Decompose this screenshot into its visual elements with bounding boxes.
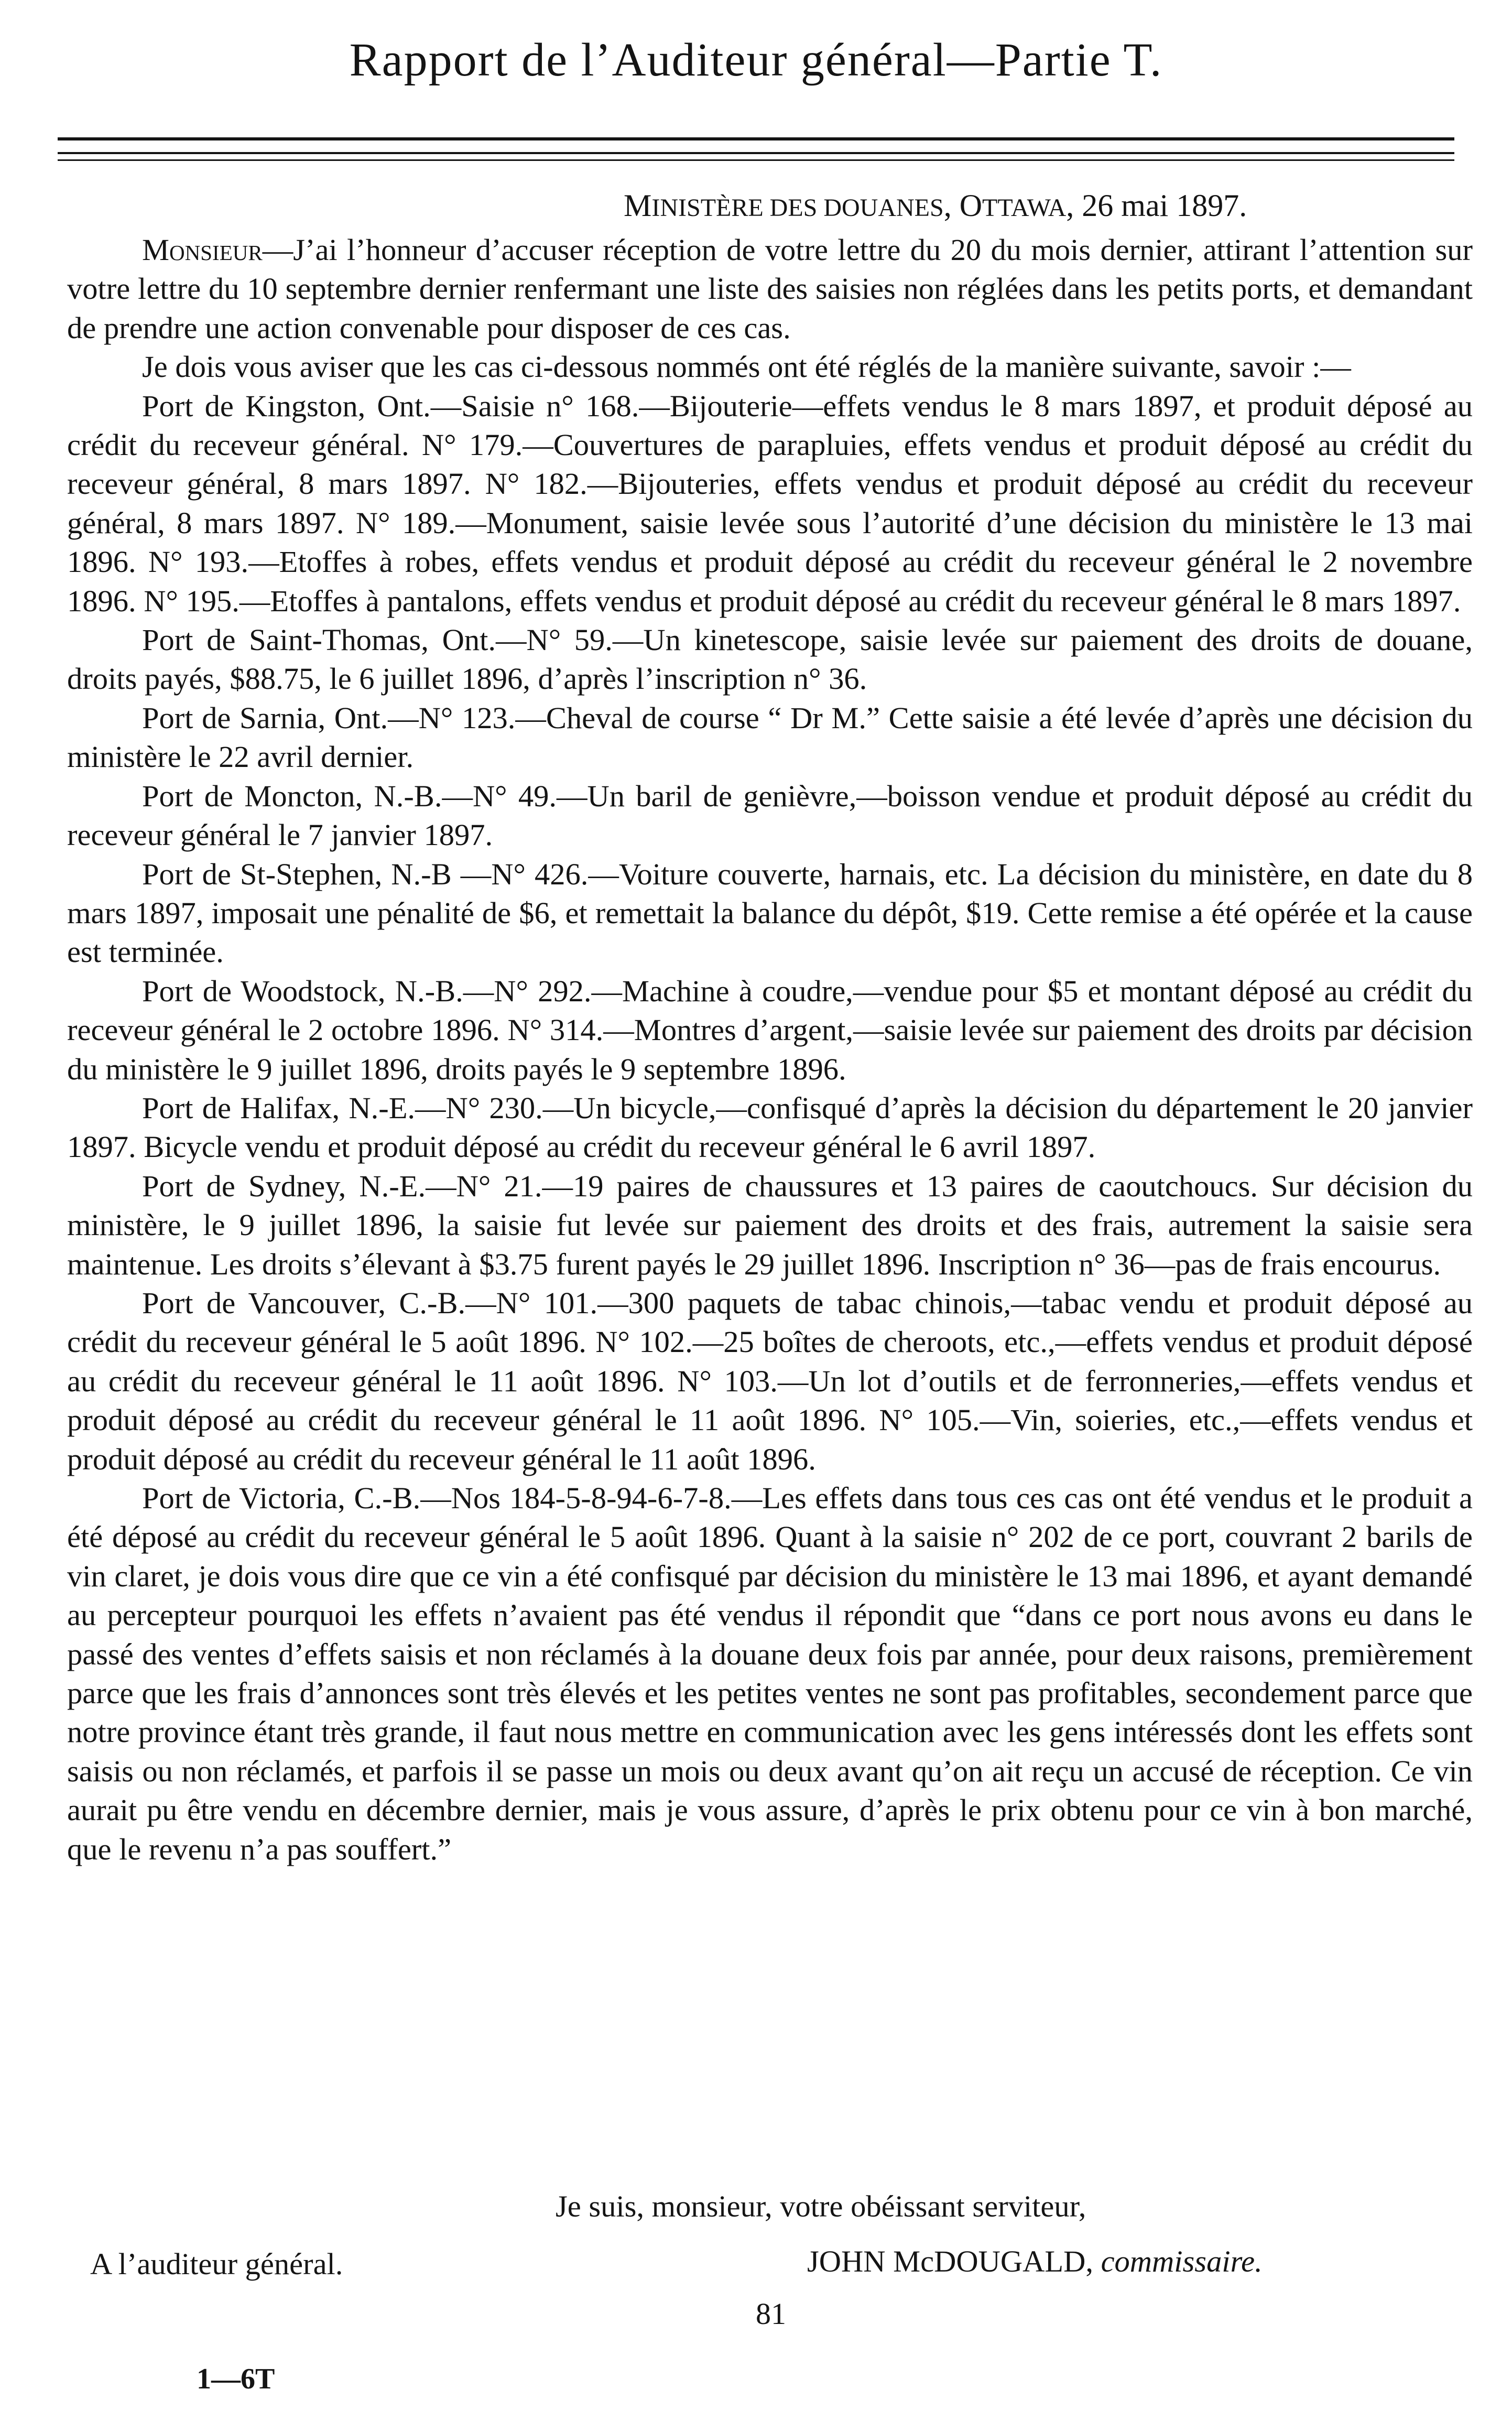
header-rule-middle (58, 152, 1454, 154)
dateline-ministere-rest: INISTÈRE DES DOUANES (651, 194, 944, 222)
letter-paragraph-victoria: Port de Victoria, C.-B.—Nos 184-5-8-94-6-7-8.—Les effets dans tous ces cas ont été vendus et le produit a été déposé au crédit du receveur général le 5 août 1896. Quant à la saisie n° 202 de ce port, couvrant 2 barils de vin claret, je dois vous dire que ce vin a été confisqué par décision du ministère le 13 mai 1896, et ayant demandé au percepteur pourquoi les effets n’avaient pas été vendus il répondit que “dans ce port nous avons eu dans le passé des ventes d’effets saisis et non réclamés à la douane deux fois par année, pour deux raisons, premièrement parce que les frais d’annonces sont très élevés et les petites ventes ne sont pas profitables, secondement parce que notre province étant très grande, il faut nous mettre en communication avec les gens intéressés dont les effets sont saisis ou non réclamés, et parfois il se passe un mois ou deux avant qu’on ait reçu un accusé de réception. Ce vin aurait pu être vendu en décembre dernier, mais je vous assure, d’après le prix obtenu pour ce vin à bon marché, que le revenu n’a pas souffert.” (67, 1481, 1473, 1866)
header-rule-thin (58, 159, 1454, 161)
dateline-date: , 26 mai 1897. (1066, 188, 1247, 223)
letter-signature (807, 2246, 1263, 2277)
signature-title: commissaire. (1101, 2244, 1263, 2278)
letter-paragraph-woodstock: Port de Woodstock, N.-B.—N° 292.—Machine à coudre,—vendue pour $5 et montant déposé au crédit du receveur général le 2 octobre 1896. N° 314.—Montres d’argent,—saisie levée sur paiement des droits par décision du ministère le 9 juillet 1896, droits payés le 9 septembre 1896. (67, 974, 1473, 1086)
dateline-ottawa-initial: , O (943, 188, 983, 223)
page-number: 81 (756, 2297, 786, 2331)
letter-salutation: Monsieur (142, 233, 263, 267)
letter-paragraph-halifax: Port de Halifax, N.-E.—N° 230.—Un bicycle,—confisqué d’après la décision du département le 20 janvier 1897. Bicycle vendu et produit déposé au crédit du receveur général le 6 avril 1897. (67, 1090, 1473, 1164)
letter-paragraph-sarnia: Port de Sarnia, Ont.—N° 123.—Cheval de course “ Dr M.” Cette saisie a été levée d’après une décision du ministère le 22 avril dernier. (67, 700, 1473, 774)
letter-paragraph-opening (67, 231, 1473, 348)
letter-paragraph-kingston: Port de Kingston, Ont.—Saisie n° 168.—Bijouterie—effets vendus le 8 mars 1897, et produit déposé au crédit du receveur général. N° 179.—Couvertures de parapluies, effets vendus et produit déposé au crédit du receveur général, 8 mars 1897. N° 182.—Bijouteries, effets vendus et produit déposé au crédit du receveur général, 8 mars 1897. N° 189.—Monument, saisie levée sous l’autorité d’une décision du ministère le 13 mai 1896. N° 193.—Etoffes à robes, effets vendus et produit déposé au crédit du receveur général le 2 novembre 1896. N° 195.—Etoffes à pantalons, effets vendus et produit déposé au crédit du receveur général le 8 mars 1897. (67, 388, 1473, 618)
letter-paragraph-vancouver: Port de Vancouver, C.-B.—N° 101.—300 paquets de tabac chinois,—tabac vendu et produit déposé au crédit du receveur général le 5 août 1896. N° 102.—25 boîtes de cheroots, etc.,—effets vendus et produit déposé au crédit du receveur général le 11 août 1896. N° 103.—Un lot d’outils et de ferronneries,—effets vendus et produit déposé au crédit du receveur général le 11 août 1896. N° 105.—Vin, soieries, etc.,—effets vendus et produit déposé au crédit du receveur général le 11 août 1896. (67, 1285, 1473, 1476)
letter-paragraph: Je dois vous aviser que les cas ci-dessous nommés ont été réglés de la manière suivante, savoir :— (142, 350, 1351, 384)
letter-body (67, 231, 1473, 1869)
letter-paragraph-st-stephen: Port de St-Stephen, N.-B —N° 426.—Voiture couverte, harnais, etc. La décision du ministère, en date du 8 mars 1897, imposait une pénalité de $6, et remettait la balance du dépôt, $19. Cette remise a été opérée et la cause est terminée. (67, 857, 1473, 969)
page-header-title: Rapport de l’Auditeur général—Partie T. (349, 34, 1163, 86)
letter-closing: Je suis, monsieur, votre obéissant serviteur, (556, 2189, 1086, 2223)
letter-paragraph-sydney: Port de Sydney, N.-E.—N° 21.—19 paires de chaussures et 13 paires de caoutchoucs. Sur décision du ministère, le 9 juillet 1896, la saisie fut levée sur paiement des droits et des frais, autrement la saisie sera maintenue. Les droits s’élevant à $3.75 furent payés le 29 juillet 1896. Inscription n° 36—pas de frais encourus. (67, 1169, 1473, 1281)
header-rule-thick (58, 137, 1454, 140)
letter-paragraph-moncton: Port de Moncton, N.-B.—N° 49.—Un baril de genièvre,—boisson vendue et produit déposé au crédit du receveur général le 7 janvier 1897. (67, 778, 1473, 852)
letter-dateline (624, 190, 1247, 221)
dateline-ottawa-rest: TTAWA (982, 194, 1067, 222)
letter-paragraph-text: —J’ai l’honneur d’accuser réception de votre lettre du 20 du mois dernier, attirant l’attention sur votre lettre du 10 septembre dernier renfermant une liste des saisies non réglées dans les petits ports, et demandant de prendre une action convenable pour disposer de ces cas. (67, 233, 1473, 345)
letter-addressee: A l’auditeur général. (90, 2247, 343, 2281)
letter-paragraph-saint-thomas: Port de Saint-Thomas, Ont.—N° 59.—Un kinetescope, saisie levée sur paiement des droits de douane, droits payés, $88.75, le 6 juillet 1896, d’après l’inscription n° 36. (67, 623, 1473, 696)
dateline-ministere-initial: M (624, 188, 652, 223)
printer-signature-mark: 1—6T (197, 2363, 275, 2395)
signature-name: JOHN McDOUGALD, (807, 2244, 1093, 2278)
